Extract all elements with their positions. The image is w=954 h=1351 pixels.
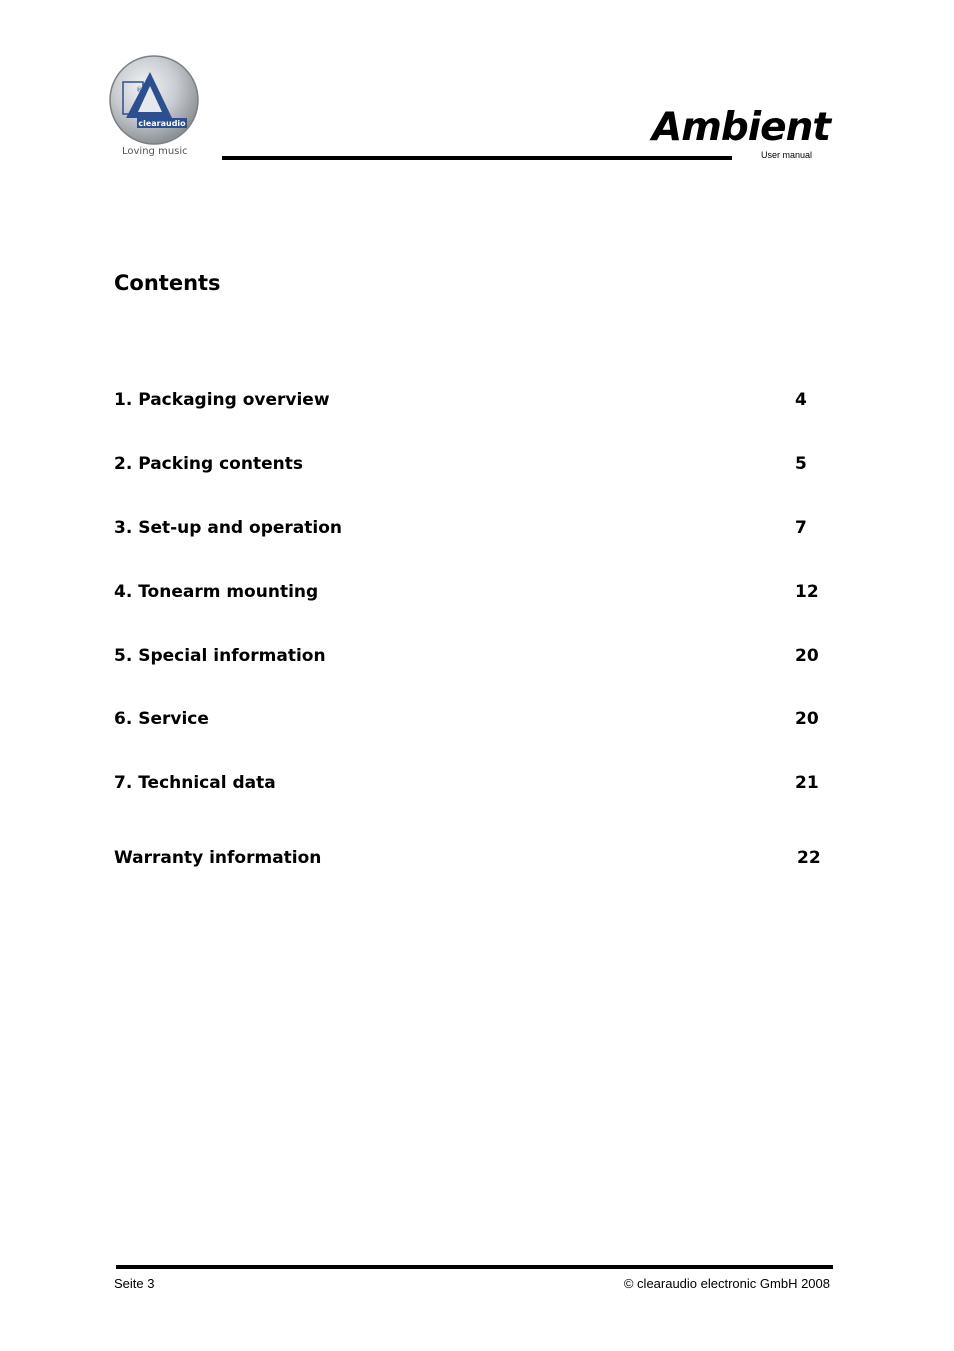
toc-entry-page: 5 [795,454,807,474]
toc-entry-label: 3. Set-up and operation [114,518,342,538]
toc-entry-page: 21 [795,773,819,793]
toc-entry[interactable] [114,580,834,604]
toc-entry[interactable] [114,771,834,795]
header-rule [222,156,732,160]
registered-mark: ® [136,86,143,94]
toc-entry[interactable] [114,452,834,476]
toc-entry-page: 12 [795,582,819,602]
footer-rule [116,1265,833,1269]
toc-entry[interactable] [114,644,834,668]
clearaudio-logo-icon [106,54,206,146]
page-title: Contents [114,271,221,295]
toc-entry[interactable] [114,846,834,870]
page-number: Seite 3 [114,1276,155,1291]
product-subtitle: User manual [761,150,813,160]
toc-entry[interactable] [114,707,834,731]
toc-entry-page: 4 [795,390,807,410]
toc-entry-label: 1. Packaging overview [114,390,330,410]
toc-entry-label: 2. Packing contents [114,454,303,474]
toc-entry-label: 7. Technical data [114,773,276,793]
toc-entry[interactable] [114,516,834,540]
copyright-notice: © clearaudio electronic GmbH 2008 [623,1276,830,1291]
toc-entry-page: 20 [795,646,819,666]
logo-brand-text: clearaudio [138,119,186,128]
toc-entry-label: Warranty information [114,848,322,868]
toc-entry-label: 5. Special information [114,646,326,666]
toc-entry-page: 22 [797,848,821,868]
logo-tagline: Loving music [122,146,188,157]
toc-entry-label: 4. Tonearm mounting [114,582,319,602]
toc-entry-page: 7 [795,518,807,538]
toc-entry-label: 6. Service [114,709,209,729]
toc-entry[interactable] [114,388,834,412]
toc-entry-page: 20 [795,709,819,729]
clearaudio-logo [106,54,206,164]
product-title: Ambient [652,105,830,150]
